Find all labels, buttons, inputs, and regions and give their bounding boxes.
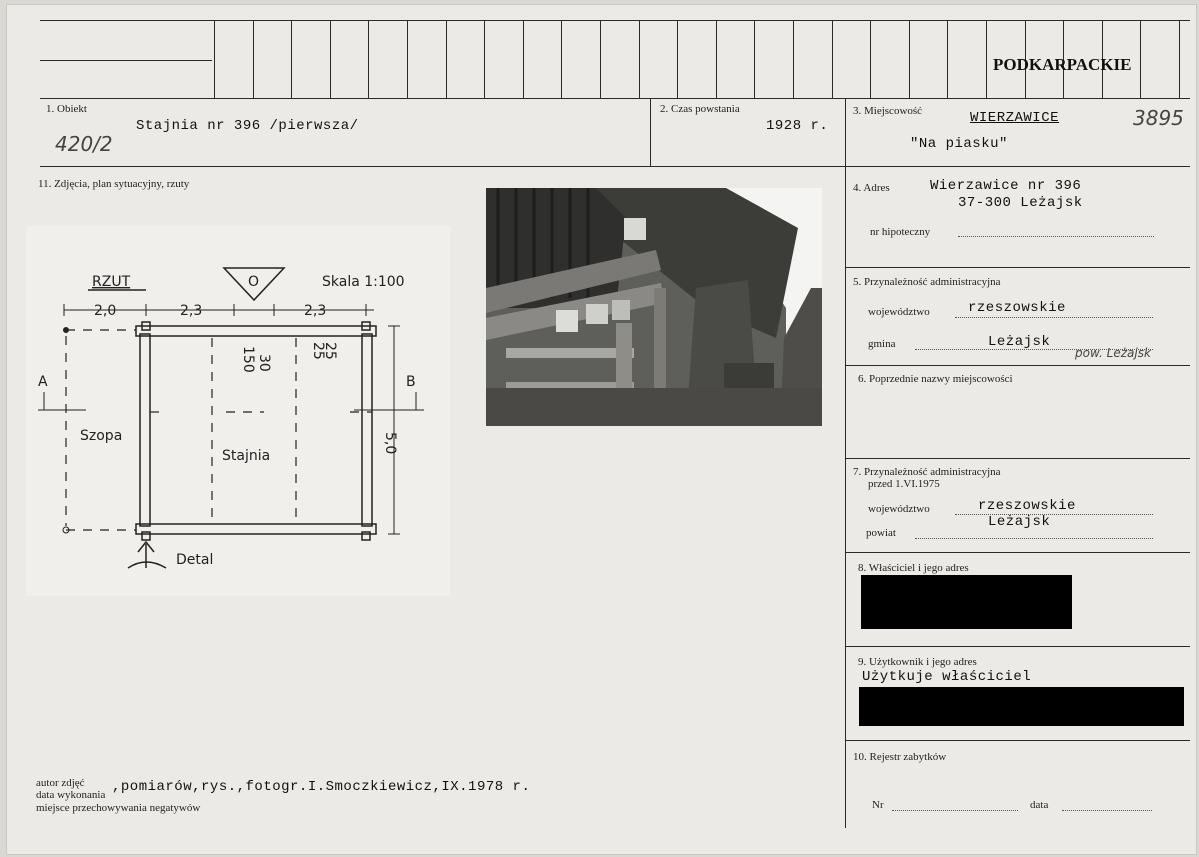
header-cell-divider — [523, 20, 524, 98]
hipoteczny-label: nr hipoteczny — [870, 226, 931, 238]
rejestr-nr-label: Nr — [872, 799, 884, 811]
room-label-szopa: Szopa — [80, 428, 123, 444]
stable-photo — [486, 188, 822, 426]
section-label-a: A — [38, 374, 48, 390]
dim-top-1: 2,0 — [94, 303, 117, 319]
detail-label: Detal — [176, 552, 214, 568]
header-cell-divider — [214, 20, 215, 98]
header-left-line — [40, 60, 212, 61]
header-cell-divider — [368, 20, 369, 98]
powiat-line — [915, 538, 1153, 539]
header-cell-divider — [330, 20, 331, 98]
stable-photo-drawing — [486, 188, 822, 426]
gmina-value: Leżajsk — [988, 334, 1051, 350]
dim-detail-c: 25 — [310, 342, 326, 360]
redacted-owner — [861, 575, 1072, 629]
right-column-divider — [845, 98, 846, 828]
header-cell-divider — [677, 20, 678, 98]
przynaleznosc-przed-date: przed 1.VI.1975 — [868, 478, 940, 490]
autor-value: ,pomiarów,rys.,fotogr.I.Smoczkiewicz,IX.1978 r. — [112, 779, 531, 795]
header-cell-divider — [947, 20, 948, 98]
adres-line2: 37-300 Leżajsk — [958, 195, 1083, 211]
dim-top-2: 2,3 — [180, 303, 203, 319]
gmina-hand-note: pow. Leżajsk — [1075, 346, 1151, 360]
header-cell-divider — [1179, 20, 1180, 98]
miejscowosc-label: 3. Miejscowość — [853, 105, 923, 117]
przynaleznosc-label: 5. Przynależność administracyjna — [853, 276, 1001, 288]
adres-label: 4. Adres — [853, 182, 890, 194]
miejscowosc-subname: "Na piasku" — [910, 136, 1008, 152]
header-cell-divider — [446, 20, 447, 98]
floor-plan-drawing — [26, 226, 450, 596]
obiekt-hand-number: 420/2 — [55, 132, 113, 156]
zdjecia-label: 11. Zdjęcia, plan sytuacyjny, rzuty — [38, 178, 190, 190]
powiat-value: Leżajsk — [988, 514, 1051, 530]
uzytkownik-label: 9. Użytkownik i jego adres — [858, 656, 977, 668]
rejestr-data-line — [1062, 810, 1152, 811]
region-name: PODKARPACKIE — [993, 55, 1132, 74]
divider — [845, 267, 1190, 268]
rejestr-label: 10. Rejestr zabytków — [853, 751, 947, 763]
miejscowosc-hand-number: 3895 — [1133, 106, 1184, 130]
header-cell-divider — [986, 20, 987, 98]
room-label-stajnia: Stajnia — [222, 448, 271, 464]
divider — [845, 365, 1190, 366]
divider — [845, 646, 1190, 647]
plan-symbol: O — [248, 274, 260, 290]
miejsce-label: miejsce przechowywania negatywów — [36, 802, 201, 814]
wojewodztwo-przed-label: województwo — [868, 503, 930, 515]
dim-detail-b: 30 — [256, 354, 272, 372]
dim-side: 5,0 — [382, 432, 398, 455]
wojewodztwo-przed-line — [955, 514, 1153, 515]
czas-value: 1928 r. — [766, 118, 829, 134]
powiat-label: powiat — [866, 527, 896, 539]
przynaleznosc-przed-label: 7. Przynależność administracyjna — [853, 466, 1001, 478]
dim-top-3: 2,3 — [304, 303, 327, 319]
hipoteczny-line — [958, 236, 1154, 237]
rejestr-data-label: data — [1030, 799, 1049, 811]
data-wykonania-label: data wykonania — [36, 789, 106, 801]
obiekt-value: Stajnia nr 396 /pierwsza/ — [136, 118, 359, 134]
divider — [650, 98, 651, 166]
section-label-b: B — [406, 374, 416, 390]
header-cell-divider — [253, 20, 254, 98]
header-cell-divider — [832, 20, 833, 98]
gmina-label: gmina — [868, 338, 896, 350]
row1-bottom-line — [40, 166, 1190, 167]
plan-title: RZUT — [92, 274, 131, 290]
wlasciciel-label: 8. Właściciel i jego adres — [858, 562, 969, 574]
divider — [845, 740, 1190, 741]
header-cell-divider — [639, 20, 640, 98]
redacted-user — [859, 687, 1184, 726]
poprzednie-label: 6. Poprzednie nazwy miejscowości — [858, 373, 1013, 385]
wojewodztwo-przed-value: rzeszowskie — [978, 498, 1076, 514]
dim-detail-a: 150 — [240, 346, 256, 373]
wojewodztwo-line — [955, 317, 1153, 318]
header-cell-divider — [909, 20, 910, 98]
divider — [845, 458, 1190, 459]
header-cell-divider — [600, 20, 601, 98]
wojewodztwo-value: rzeszowskie — [968, 300, 1066, 316]
obiekt-label: 1. Obiekt — [46, 103, 87, 115]
header-cell-divider — [1140, 20, 1141, 98]
floor-plan — [26, 226, 450, 596]
wojewodztwo-label: województwo — [868, 306, 930, 318]
header-cell-divider — [870, 20, 871, 98]
header-cell-divider — [561, 20, 562, 98]
header-cell-divider — [484, 20, 485, 98]
header-cell-divider — [291, 20, 292, 98]
divider — [845, 552, 1190, 553]
miejscowosc-value: WIERZAWICE — [970, 110, 1060, 126]
header-cell-divider — [716, 20, 717, 98]
adres-line1: Wierzawice nr 396 — [930, 178, 1082, 194]
header-top-line — [40, 20, 1190, 21]
header-cell-divider — [793, 20, 794, 98]
rejestr-nr-line — [892, 810, 1018, 811]
header-bottom-line — [40, 98, 1190, 99]
detail-marker-icon — [128, 542, 166, 568]
plan-scale: Skala 1:100 — [322, 274, 405, 290]
header-cell-divider — [754, 20, 755, 98]
dim-detail-d: 25 — [322, 342, 338, 360]
header-cell-divider — [407, 20, 408, 98]
czas-label: 2. Czas powstania — [660, 103, 740, 115]
autor-label: autor zdjęć — [36, 777, 85, 789]
uzytkownik-value: Użytkuje właściciel — [862, 669, 1032, 685]
